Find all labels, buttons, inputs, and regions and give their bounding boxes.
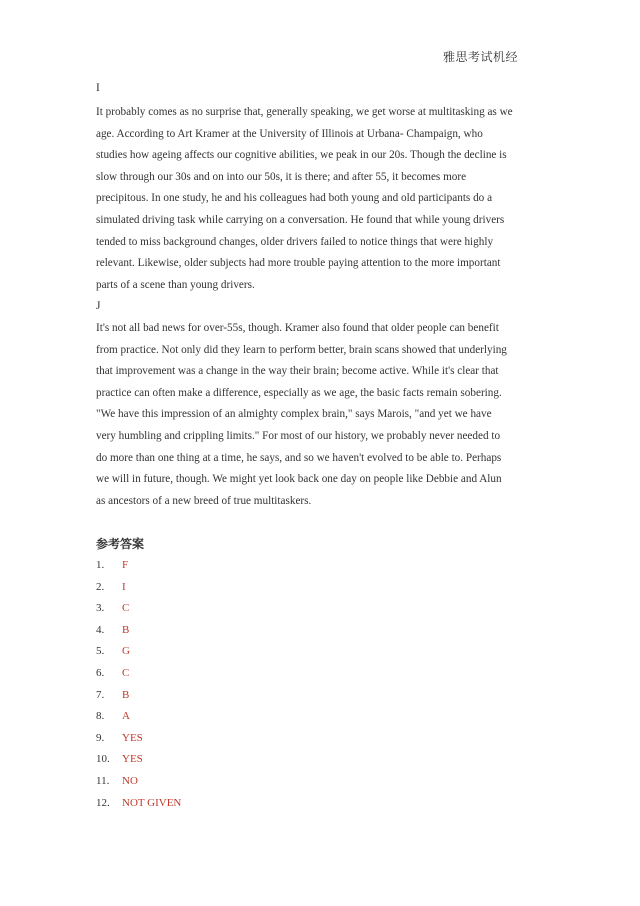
answers-title: 参考答案 [96, 537, 145, 551]
answer-value: C [122, 602, 130, 615]
section-i-paragraph [96, 102, 532, 296]
answer-value: I [122, 580, 126, 593]
paragraph-line: age. According to Art Kramer at the University of Illinois at Urbana- Champaign, who [96, 127, 483, 140]
answer-number: 1. [96, 559, 105, 571]
paragraph-line: "We have this impression of an almighty complex brain," says Marois, "and yet we have [96, 408, 492, 421]
answer-number: 4. [96, 623, 105, 636]
answer-item [96, 598, 181, 620]
paragraph-line: practice can often make a difference, especially as we age, the basic facts remain sobering. [96, 386, 502, 399]
answer-value: B [122, 688, 130, 701]
answer-number: 8. [96, 710, 105, 723]
answer-value: F [122, 559, 129, 571]
section-letter-i: I [96, 82, 100, 94]
answer-value: G [122, 645, 130, 658]
answer-number: 11. [96, 774, 110, 787]
paragraph-line: very humbling and crippling limits." For most of our history, we probably never needed to [96, 429, 501, 442]
answer-item [96, 685, 181, 707]
paragraph-line: parts of a scene than young drivers. [96, 278, 255, 291]
answer-number: 3. [96, 602, 105, 615]
paragraph-line: from practice. Not only did they learn to perform better, brain scans showed that underlying [96, 343, 507, 356]
answer-value: NO [122, 774, 138, 787]
faint-watermark [532, 876, 622, 884]
paragraph-line: that improvement was a change in the way their brain; become active. While it's clear that [96, 365, 499, 378]
answer-number: 6. [96, 666, 105, 679]
answer-number: 9. [96, 731, 105, 744]
answer-item [96, 577, 181, 599]
paragraph-line: tended to miss background changes, older drivers failed to notice things that were highly [96, 235, 494, 248]
paragraph-line: precipitous. In one study, he and his colleagues had both young and old participants do a [96, 192, 493, 205]
section-letter-j: J [96, 300, 101, 312]
answer-number: 12. [96, 796, 110, 809]
answer-item [96, 749, 181, 771]
answer-value: B [122, 623, 130, 636]
paragraph-line: simulated driving task while carrying on a conversation. He found that while young drivers [96, 213, 505, 226]
answer-item [96, 706, 181, 728]
answer-item [96, 771, 181, 793]
answer-value: NOT GIVEN [122, 796, 182, 809]
paragraph-line: It probably comes as no surprise that, generally speaking, we get worse at multitasking as we [96, 106, 513, 118]
answer-number: 7. [96, 688, 105, 701]
answer-item [96, 620, 181, 642]
answer-value: C [122, 666, 130, 679]
answer-item [96, 555, 181, 577]
answer-value: YES [122, 731, 143, 744]
section-j-paragraph [96, 318, 532, 512]
answer-value: YES [122, 753, 143, 766]
answer-list [96, 555, 181, 814]
answer-item [96, 641, 181, 663]
paragraph-line: studies how ageing affects our cognitive abilities, we peak in our 20s. Though the decline is [96, 149, 507, 162]
answer-item [96, 793, 181, 815]
answer-number: 2. [96, 580, 105, 593]
answer-value: A [122, 710, 130, 723]
paragraph-line: we will in future, though. We might yet look back one day on people like Debbie and Alun [96, 473, 502, 486]
paragraph-line: It's not all bad news for over-55s, though. Kramer also found that older people can benefit [96, 322, 499, 334]
answer-item [96, 728, 181, 750]
answer-number: 5. [96, 645, 105, 658]
answer-number: 10. [96, 753, 110, 766]
paragraph-line: relevant. Likewise, older subjects had more trouble paying attention to the more important [96, 257, 501, 270]
answer-item [96, 663, 181, 685]
paragraph-line: slow through our 30s and on into our 50s, it is there; and after 55, it becomes more [96, 170, 467, 183]
paragraph-line: do more than one thing at a time, he says, and so we haven't evolved to be able to. Perhaps [96, 451, 502, 464]
page-header-title: 雅思考试机经 [442, 50, 518, 64]
paragraph-line: as ancestors of a new breed of true multitaskers. [96, 494, 312, 507]
